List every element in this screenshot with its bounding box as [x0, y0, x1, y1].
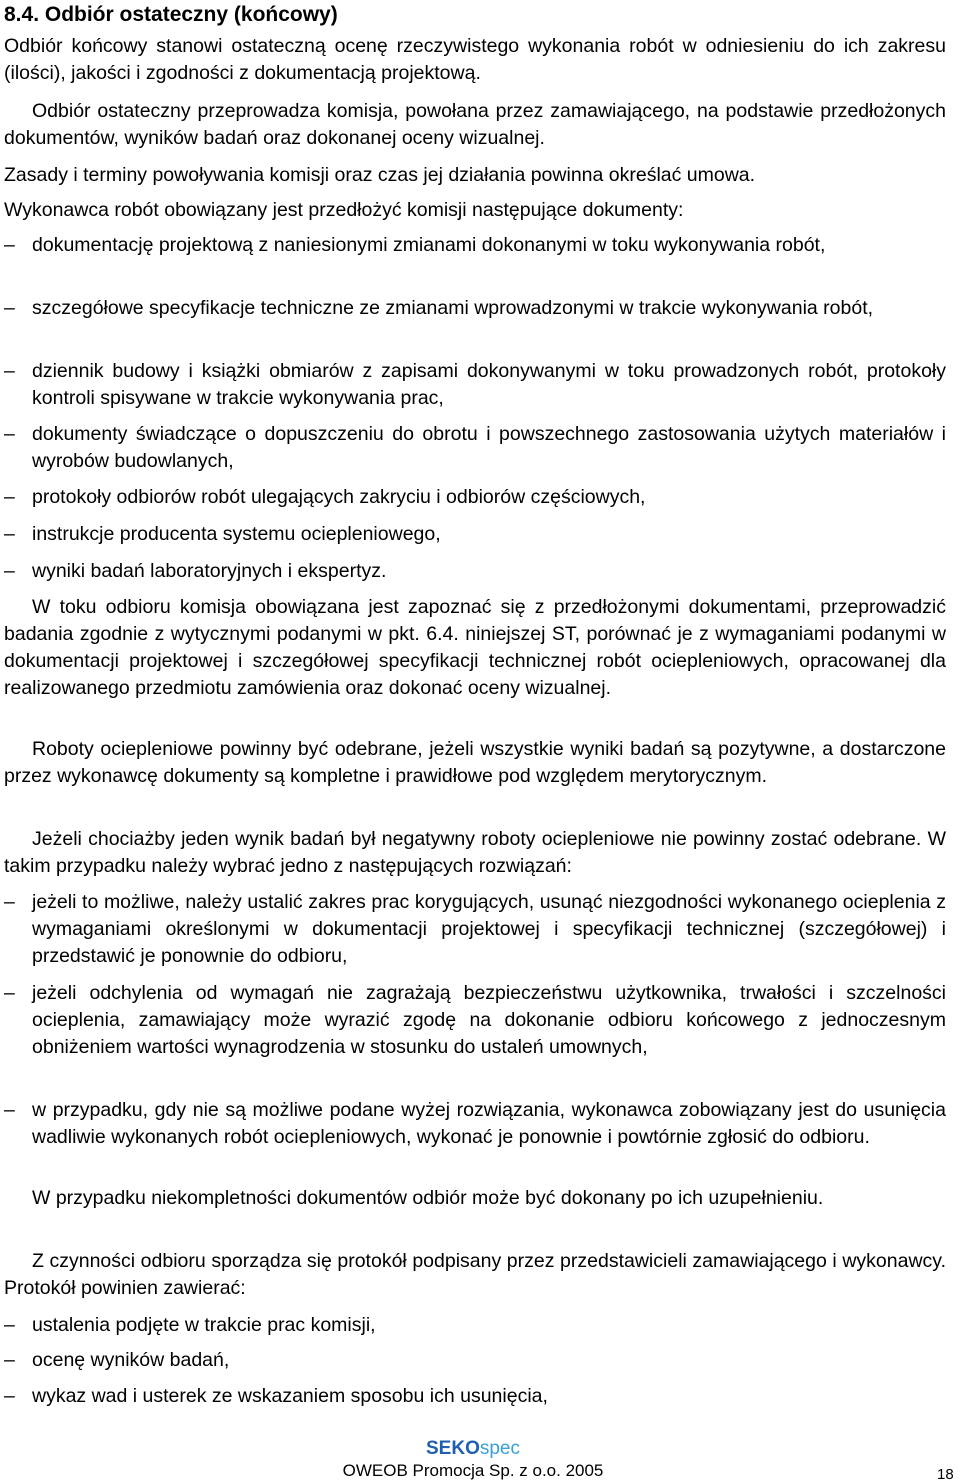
dash-icon: –: [4, 1099, 15, 1121]
list-item-text: ocenę wyników badań,: [32, 1349, 230, 1371]
list-item: [4, 232, 946, 259]
dash-icon: –: [4, 423, 15, 445]
list-item: [4, 1097, 946, 1151]
paragraph-contractor-documents: Wykonawca robót obowiązany jest przedłożyć komisji następujące dokumenty:: [4, 199, 684, 221]
paragraph-commission: Odbiór ostateczny przeprowadza komisja, powołana przez zamawiającego, na podstawie przedłożonych dokumentów, wyników badań oraz dokonanej oceny wizualnej.: [4, 100, 946, 149]
list-item-text: instrukcje producenta systemu ociepleniowego,: [32, 523, 441, 545]
list-item: [4, 521, 946, 548]
paragraph-acceptance-condition: Roboty ociepleniowe powinny być odebrane, jeżeli wszystkie wyniki badań są pozytywne, a dostarczone przez wykonawcę dokumenty są kompletne i prawidłowe pod względem merytorycznym.: [4, 738, 946, 787]
dash-icon: –: [4, 360, 15, 382]
list-item: [4, 484, 946, 511]
dash-icon: –: [4, 891, 15, 913]
paragraph-final-acceptance-definition: Odbiór końcowy stanowi ostateczną ocenę rzeczywistego wykonania robót w odniesieniu do ich zakresu (ilości), jakości i zgodności z dokumentacją projektową.: [4, 35, 946, 84]
dash-icon: –: [4, 560, 15, 582]
footer-company: OWEOB Promocja Sp. z o.o. 2005: [342, 1461, 604, 1480]
list-item: [4, 421, 946, 475]
paragraph-acceptance-procedure: W toku odbioru komisja obowiązana jest zapoznać się z przedłożonymi dokumentami, przeprowadzić badania zgodnie z wytycznymi podanymi w pkt. 6.4. niniejszej ST, porównać je z wymaganiami podanymi w dokumentacji projektowej i szczegółowej specyfikacji technicznej robót ociepleniowych, opracowanej dla realizowanego przedmiotu zamówienia oraz dokonać oceny wizualnej.: [4, 596, 946, 699]
footer-logo: [0, 1438, 946, 1460]
list-item-text: wykaz wad i usterek ze wskazaniem sposobu ich usunięcia,: [32, 1385, 548, 1407]
list-item: [4, 1312, 946, 1339]
list-item: [4, 889, 946, 970]
list-item-text: protokoły odbiorów robót ulegających zakryciu i odbiorów częściowych,: [32, 486, 646, 508]
section-heading: 8.4. Odbiór ostateczny (końcowy): [4, 3, 338, 26]
page-number: 18: [937, 1466, 954, 1483]
dash-icon: –: [4, 297, 15, 319]
list-item: [4, 1383, 946, 1410]
list-item-text: ustalenia podjęte w trakcie prac komisji,: [32, 1314, 376, 1336]
list-item-text: jeżeli to możliwe, należy ustalić zakres prac korygujących, usunąć niezgodności wykonanego ocieplenia z wymaganiami określonymi w dokumentacji projektowej i specyfikacji technicznej (szczegółowej) i przedstawić je ponownie do odbioru,: [32, 891, 946, 967]
list-item: [4, 980, 946, 1061]
logo-text-seko: SEKO: [426, 1438, 480, 1459]
list-item: [4, 295, 946, 322]
list-item-text: jeżeli odchylenia od wymagań nie zagrażają bezpieczeństwu użytkownika, trwałości i szczelności ocieplenia, zamawiający może wyrazić zgodę na dokonanie odbioru końcowego z jednoczesnym obniżeniem wartości wynagrodzenia w stosunku do ustaleń umownych,: [32, 982, 946, 1058]
logo-text-spec: spec: [479, 1438, 520, 1459]
dash-icon: –: [4, 1314, 15, 1336]
paragraph-incomplete-documents: W przypadku niekompletności dokumentów odbiór może być dokonany po ich uzupełnieniu.: [32, 1187, 824, 1209]
list-item-text: wyniki badań laboratoryjnych i ekspertyz.: [32, 560, 387, 582]
paragraph-rules: Zasady i terminy powoływania komisji oraz czas jej działania powinna określać umowa.: [4, 164, 756, 186]
list-item: [4, 558, 946, 585]
list-item: [4, 1347, 946, 1374]
list-item-text: dziennik budowy i książki obmiarów z zapisami dokonywanymi w toku prowadzonych robót, protokoły kontroli spisywane w trakcie wykonywania prac,: [32, 360, 946, 409]
list-item-text: dokumentację projektową z naniesionymi zmianami dokonanymi w toku wykonywania robót,: [32, 234, 826, 256]
dash-icon: –: [4, 234, 15, 256]
dash-icon: –: [4, 1349, 15, 1371]
dash-icon: –: [4, 982, 15, 1004]
list-item-text: dokumenty świadczące o dopuszczeniu do obrotu i powszechnego zastosowania użytych materiałów i wyrobów budowlanych,: [32, 423, 946, 472]
list-item: [4, 358, 946, 412]
list-item-text: szczegółowe specyfikacje techniczne ze zmianami wprowadzonymi w trakcie wykonywania robót,: [32, 297, 874, 319]
dash-icon: –: [4, 1385, 15, 1407]
paragraph-negative-result: Jeżeli chociażby jeden wynik badań był negatywny roboty ociepleniowe nie powinny zostać odebrane. W takim przypadku należy wybrać jedno z następujących rozwiązań:: [4, 828, 946, 877]
paragraph-protocol: Z czynności odbioru sporządza się protokół podpisany przez przedstawicieli zamawiającego i wykonawcy. Protokół powinien zawierać:: [4, 1250, 946, 1299]
dash-icon: –: [4, 523, 15, 545]
list-item-text: w przypadku, gdy nie są możliwe podane wyżej rozwiązania, wykonawca zobowiązany jest do usunięcia wadliwie wykonanych robót ociepleniowych, wykonać je ponownie i powtórnie zgłosić do odbioru.: [32, 1099, 946, 1148]
dash-icon: –: [4, 486, 15, 508]
